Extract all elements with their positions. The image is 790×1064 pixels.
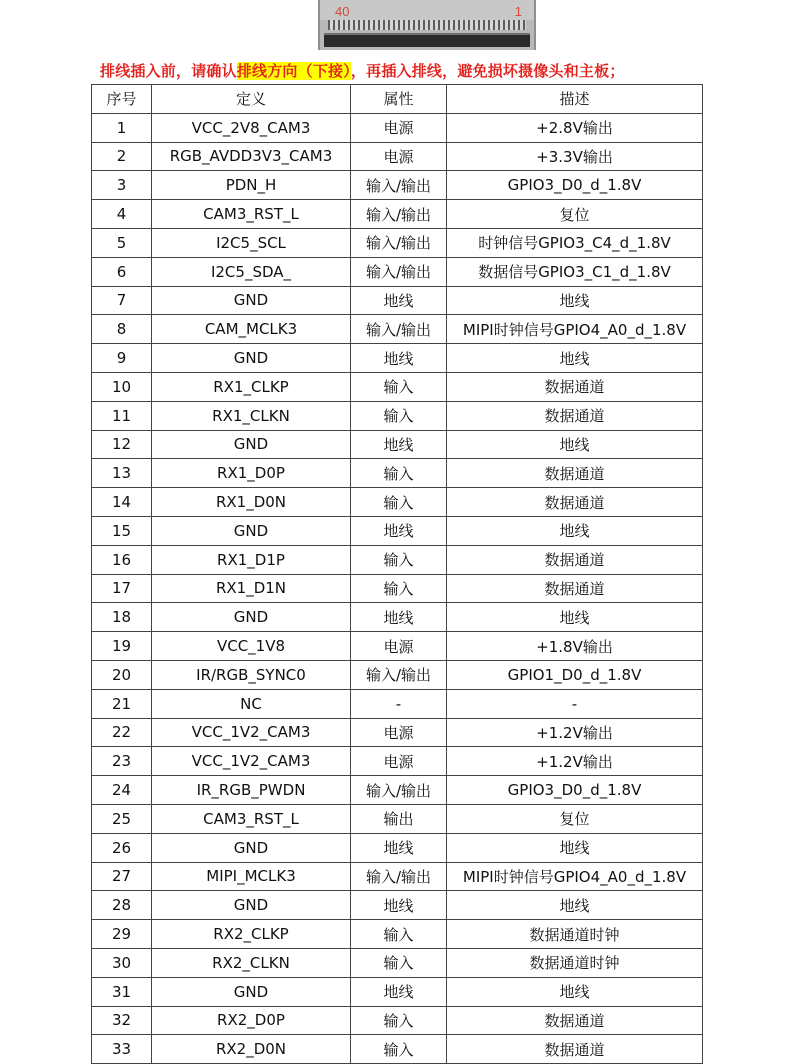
cell-number: 12	[92, 430, 152, 459]
cell-definition: RX1_D0N	[152, 488, 351, 517]
cell-number: 9	[92, 344, 152, 373]
header-definition: 定义	[152, 85, 351, 114]
table-row	[92, 459, 703, 488]
table-row	[92, 228, 703, 257]
pin-definition-table	[91, 84, 703, 1064]
cell-description: GPIO3_D0_d_1.8V	[447, 776, 703, 805]
connector-pin-40-label: 40	[335, 4, 350, 19]
table-row	[92, 200, 703, 229]
cell-definition: RX2_D0P	[152, 1006, 351, 1035]
cell-definition: VCC_2V8_CAM3	[152, 113, 351, 142]
notice-text-before: 排线插入前，请确认	[100, 62, 237, 80]
cell-definition: VCC_1V2_CAM3	[152, 718, 351, 747]
cell-definition: RX1_CLKN	[152, 401, 351, 430]
cell-number: 8	[92, 315, 152, 344]
cell-description: 复位	[447, 200, 703, 229]
cell-number: 33	[92, 1035, 152, 1064]
cell-number: 3	[92, 171, 152, 200]
cell-number: 32	[92, 1006, 152, 1035]
cell-number: 20	[92, 660, 152, 689]
cell-definition: RX1_D1N	[152, 574, 351, 603]
cell-attribute: 地线	[351, 430, 447, 459]
table-row	[92, 113, 703, 142]
cell-definition: VCC_1V8	[152, 632, 351, 661]
table-row	[92, 545, 703, 574]
cell-definition: GND	[152, 344, 351, 373]
cell-description: 数据信号GPIO3_C1_d_1.8V	[447, 257, 703, 286]
table-row	[92, 1035, 703, 1064]
cell-attribute: 输出	[351, 804, 447, 833]
cell-description: +3.3V输出	[447, 142, 703, 171]
cell-attribute: 输入/输出	[351, 776, 447, 805]
header-description: 描述	[447, 85, 703, 114]
cell-attribute: 输入	[351, 1006, 447, 1035]
table-body	[92, 113, 703, 1063]
cell-description: 地线	[447, 891, 703, 920]
cell-attribute: 输入	[351, 488, 447, 517]
cell-definition: GND	[152, 891, 351, 920]
table-row	[92, 632, 703, 661]
cell-number: 17	[92, 574, 152, 603]
cell-definition: I2C5_SDA_	[152, 257, 351, 286]
cell-number: 6	[92, 257, 152, 286]
cell-definition: VCC_1V2_CAM3	[152, 747, 351, 776]
cell-definition: RX2_CLKN	[152, 948, 351, 977]
table-row	[92, 574, 703, 603]
cell-definition: RX1_CLKP	[152, 372, 351, 401]
cell-description: 复位	[447, 804, 703, 833]
cell-attribute: 输入	[351, 948, 447, 977]
cell-attribute: 输入/输出	[351, 315, 447, 344]
cell-definition: RX1_D0P	[152, 459, 351, 488]
cell-attribute: 电源	[351, 142, 447, 171]
cell-description: 数据通道	[447, 574, 703, 603]
cell-attribute: 输入/输出	[351, 660, 447, 689]
cell-definition: GND	[152, 977, 351, 1006]
cell-number: 29	[92, 920, 152, 949]
cell-attribute: 电源	[351, 113, 447, 142]
cell-number: 24	[92, 776, 152, 805]
cell-definition: CAM3_RST_L	[152, 804, 351, 833]
cell-definition: CAM_MCLK3	[152, 315, 351, 344]
cell-attribute: 地线	[351, 286, 447, 315]
header-attribute: 属性	[351, 85, 447, 114]
table-row	[92, 891, 703, 920]
table-row	[92, 920, 703, 949]
cell-number: 26	[92, 833, 152, 862]
cell-definition: GND	[152, 603, 351, 632]
table-row	[92, 862, 703, 891]
table-row	[92, 171, 703, 200]
cell-definition: GND	[152, 516, 351, 545]
connector-photo	[318, 0, 536, 50]
cell-attribute: 输入/输出	[351, 171, 447, 200]
cell-attribute: 输入	[351, 401, 447, 430]
cell-description: 数据通道	[447, 488, 703, 517]
cell-definition: RX2_CLKP	[152, 920, 351, 949]
table-row	[92, 488, 703, 517]
table-row	[92, 977, 703, 1006]
table-header-row	[92, 85, 703, 114]
cell-definition: GND	[152, 833, 351, 862]
table-row	[92, 257, 703, 286]
table-row	[92, 804, 703, 833]
cell-attribute: 输入	[351, 372, 447, 401]
cell-description: 时钟信号GPIO3_C4_d_1.8V	[447, 228, 703, 257]
table-row	[92, 689, 703, 718]
cell-description: +1.8V输出	[447, 632, 703, 661]
cell-definition: GND	[152, 286, 351, 315]
cell-attribute: 电源	[351, 718, 447, 747]
cell-attribute: 地线	[351, 516, 447, 545]
table-row	[92, 401, 703, 430]
cell-description: 地线	[447, 603, 703, 632]
cell-attribute: 地线	[351, 833, 447, 862]
cell-number: 5	[92, 228, 152, 257]
notice-text-after: ，再插入排线，避免损坏摄像头和主板；	[350, 62, 625, 80]
cell-description: +1.2V输出	[447, 718, 703, 747]
table-row	[92, 344, 703, 373]
cell-number: 16	[92, 545, 152, 574]
cell-number: 4	[92, 200, 152, 229]
cell-attribute: 输入	[351, 574, 447, 603]
cell-description: GPIO1_D0_d_1.8V	[447, 660, 703, 689]
cell-definition: MIPI_MCLK3	[152, 862, 351, 891]
cell-definition: RX2_D0N	[152, 1035, 351, 1064]
cell-attribute: 地线	[351, 977, 447, 1006]
cell-description: 数据通道时钟	[447, 948, 703, 977]
cell-number: 13	[92, 459, 152, 488]
cell-number: 30	[92, 948, 152, 977]
connector-pin-1-label: 1	[514, 4, 522, 19]
cell-description: 地线	[447, 286, 703, 315]
cell-attribute: 电源	[351, 747, 447, 776]
cell-description: 地线	[447, 344, 703, 373]
cell-number: 22	[92, 718, 152, 747]
table-row	[92, 286, 703, 315]
connector-slot	[324, 33, 530, 47]
cell-number: 2	[92, 142, 152, 171]
cell-attribute: 输入	[351, 545, 447, 574]
notice-highlight: 排线方向（下接）	[236, 62, 351, 80]
table-row	[92, 1006, 703, 1035]
table-row	[92, 747, 703, 776]
table-row	[92, 372, 703, 401]
cell-attribute: 输入	[351, 920, 447, 949]
table-row	[92, 315, 703, 344]
table-row	[92, 948, 703, 977]
table-row	[92, 718, 703, 747]
connector-housing	[320, 0, 534, 20]
cell-description: 数据通道时钟	[447, 920, 703, 949]
table-row	[92, 430, 703, 459]
cell-number: 27	[92, 862, 152, 891]
cell-description: 数据通道	[447, 1006, 703, 1035]
cell-description: 数据通道	[447, 459, 703, 488]
cell-definition: RGB_AVDD3V3_CAM3	[152, 142, 351, 171]
cell-definition: CAM3_RST_L	[152, 200, 351, 229]
cell-description: GPIO3_D0_d_1.8V	[447, 171, 703, 200]
cell-attribute: 输入/输出	[351, 862, 447, 891]
cell-number: 18	[92, 603, 152, 632]
cell-number: 23	[92, 747, 152, 776]
cell-number: 25	[92, 804, 152, 833]
cell-definition: I2C5_SCL	[152, 228, 351, 257]
cell-attribute: 地线	[351, 891, 447, 920]
cell-attribute: 电源	[351, 632, 447, 661]
cell-description: 地线	[447, 516, 703, 545]
cell-attribute: 输入/输出	[351, 200, 447, 229]
cell-attribute: 地线	[351, 344, 447, 373]
table-row	[92, 776, 703, 805]
cell-attribute: 输入/输出	[351, 257, 447, 286]
header-number: 序号	[92, 85, 152, 114]
cell-description: 数据通道	[447, 1035, 703, 1064]
cell-attribute: 地线	[351, 603, 447, 632]
cell-number: 1	[92, 113, 152, 142]
cell-number: 28	[92, 891, 152, 920]
table-row	[92, 660, 703, 689]
cell-definition: NC	[152, 689, 351, 718]
cell-description: MIPI时钟信号GPIO4_A0_d_1.8V	[447, 862, 703, 891]
cell-description: 地线	[447, 833, 703, 862]
cell-definition: RX1_D1P	[152, 545, 351, 574]
cell-number: 10	[92, 372, 152, 401]
cell-number: 31	[92, 977, 152, 1006]
cell-description: 数据通道	[447, 545, 703, 574]
cell-description: -	[447, 689, 703, 718]
cell-description: 数据通道	[447, 372, 703, 401]
connector-pins	[328, 20, 526, 30]
cell-attribute: -	[351, 689, 447, 718]
cell-number: 11	[92, 401, 152, 430]
cell-attribute: 输入	[351, 1035, 447, 1064]
cell-description: MIPI时钟信号GPIO4_A0_d_1.8V	[447, 315, 703, 344]
cell-description: 地线	[447, 977, 703, 1006]
cell-definition: IR_RGB_PWDN	[152, 776, 351, 805]
cable-insertion-notice	[100, 58, 625, 84]
cell-number: 7	[92, 286, 152, 315]
cell-attribute: 输入/输出	[351, 228, 447, 257]
cell-description: 数据通道	[447, 401, 703, 430]
table-row	[92, 603, 703, 632]
table-row	[92, 833, 703, 862]
cell-number: 21	[92, 689, 152, 718]
table-row	[92, 516, 703, 545]
cell-number: 15	[92, 516, 152, 545]
cell-number: 19	[92, 632, 152, 661]
cell-number: 14	[92, 488, 152, 517]
cell-attribute: 输入	[351, 459, 447, 488]
cell-definition: IR/RGB_SYNC0	[152, 660, 351, 689]
cell-description: 地线	[447, 430, 703, 459]
cell-definition: GND	[152, 430, 351, 459]
cell-definition: PDN_H	[152, 171, 351, 200]
cell-description: +1.2V输出	[447, 747, 703, 776]
cell-description: +2.8V输出	[447, 113, 703, 142]
table-row	[92, 142, 703, 171]
